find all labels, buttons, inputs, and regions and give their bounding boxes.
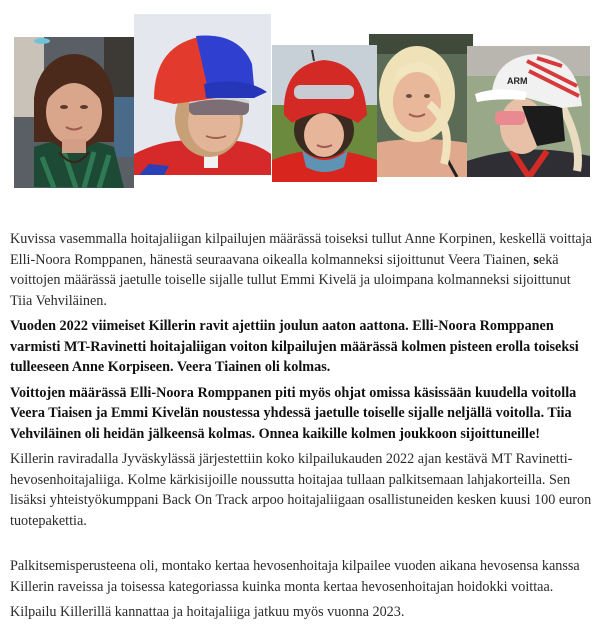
- photo-emmi-kivela: [369, 34, 473, 177]
- portrait-image: [272, 45, 377, 182]
- photo-caption-paragraph: [10, 229, 592, 311]
- caption-text-end: ekä voittojen määrässä jaetulle toiselle sijalle tullut Emmi Kivelä ja uloimpana kolmanneksi sijoittunut Tiia Vehviläinen.: [10, 251, 571, 309]
- portrait-image: [369, 34, 473, 177]
- portrait-image: [14, 37, 134, 188]
- caption-text-start: Kuvissa vasemmalla hoitajaliigan kilpailujen määrässä toiseksi tullut Anne Korpinen, keskellä voittaja Elli-Noora Romppanen, hänestä seuraavana oikealla kolmanneksi sijoittunut Veera Tiainen,: [10, 231, 592, 268]
- paragraph-award-criteria: Palkitsemisperusteena oli, montako kertaa hevosenhoitaja kilpailee vuoden aikana hevosensa kanssa Killerin raveissa ja toisessa kategoriassa kuinka monta kertaa hevosenhoitajan hoidokki voittaa.: [10, 558, 580, 595]
- photo-collage: [0, 0, 600, 200]
- photo-elli-noora-romppanen: [134, 14, 271, 175]
- photo-anne-korpinen: [14, 37, 134, 188]
- photo-tiia-vehvilainen: [467, 46, 590, 177]
- bold-paragraph-season-final: Vuoden 2022 viimeiset Killerin ravit ajettiin joulun aaton aattona. Elli-Noora Romppanen varmisti MT-Ravinetti hoitajaliigan voiton kilpailujen määrässä kolmen pisteen erolla toiseksi tulleeseen Anne Korpiseen. Veera Tiainen oli kolmas.: [10, 318, 579, 375]
- caption-bold-letter: s: [533, 251, 539, 268]
- article-body: [10, 229, 592, 628]
- portrait-image: [467, 46, 590, 177]
- portrait-image: [134, 14, 271, 175]
- svg-text:ARM: ARM: [507, 76, 528, 86]
- paragraph-league-info: Killerin raviradalla Jyväskylässä järjestettiin koko kilpailukauden 2022 ajan kestävä MT Ravinetti-hevosenhoitajaliiga. Kolme kärkisijoille noussutta hoitajaa tullaan palkitsemaan lahjakorteilla. Sen lisäksi yhteistyökumppani Back On Track arpoo hoitajaliigaan osallistuneiden kesken kuusi 100 euron tuotepakettia.: [10, 451, 592, 529]
- photo-veera-tiainen: [272, 45, 377, 182]
- bold-paragraph-wins: Voittojen määrässä Elli-Noora Romppanen piti myös ohjat omissa käsissään kuudella voitolla Veera Tiaisen ja Emmi Kivelän noustessa yhdessä jaetulle toiselle sijalle neljällä voitolla. Tiia Vehviläinen oli heidän jälkeensä kolmas. Onnea kaikille kolmen joukkoon sijoittuneille!: [10, 384, 577, 442]
- paragraph-continuation: Kilpailu Killerillä kannattaa ja hoitajaliiga jatkuu myös vuonna 2023.: [10, 604, 405, 620]
